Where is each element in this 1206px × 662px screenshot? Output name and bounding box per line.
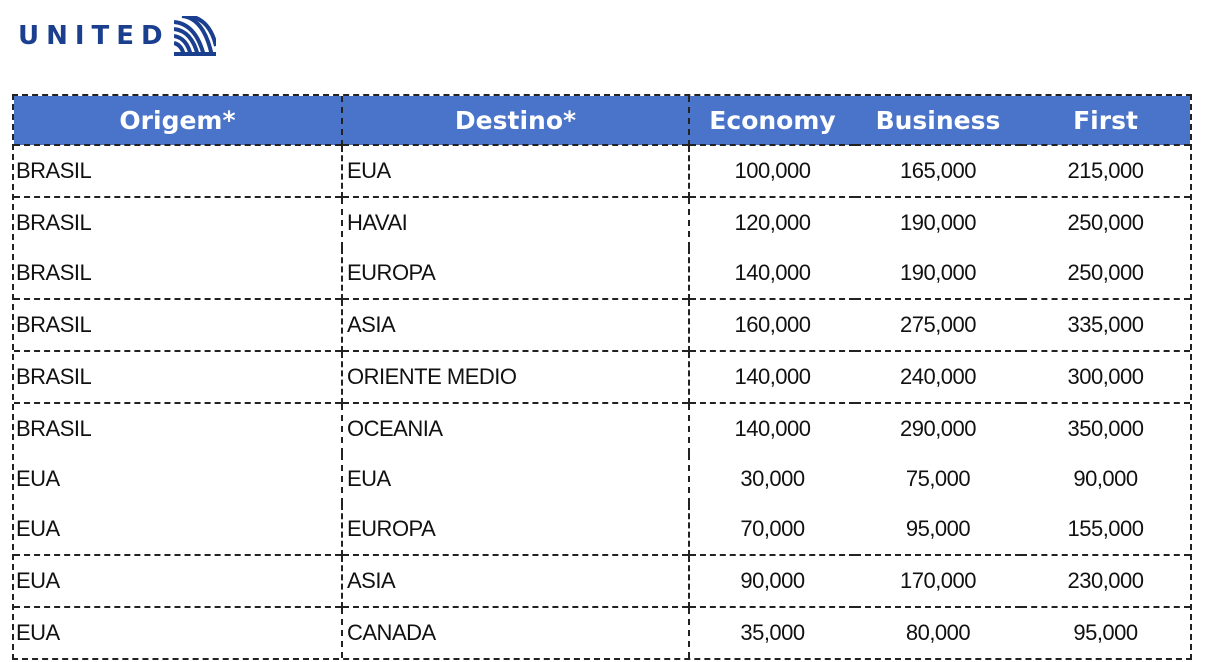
economy-cell: 70,000 [740,516,805,541]
table-row [14,145,1190,197]
destino-cell: EUA [342,145,689,197]
origem-cell: EUA [14,555,342,607]
award-chart-table [12,94,1192,660]
table-row [14,403,1190,454]
header-economy: Economy [689,96,855,145]
origem-cell: BRASIL [14,403,342,454]
destino-cell: EUA [342,454,689,504]
origem-cell: BRASIL [14,351,342,403]
business-cell: 80,000 [855,607,1021,658]
origem-cell: EUA [14,607,342,658]
first-cell: 155,000 [1067,516,1144,541]
table-header-row [14,96,1190,145]
table-row [14,504,1190,555]
first-cell: 300,000 [1021,351,1190,403]
destino-cell: HAVAI [342,197,689,248]
destino-cell: ASIA [342,299,689,351]
table-row [14,299,1190,351]
economy-cell: 140,000 [689,403,855,454]
first-cell: 350,000 [1021,403,1190,454]
business-cell: 170,000 [855,555,1021,607]
table-row [14,555,1190,607]
first-cell: 215,000 [1021,145,1190,197]
first-cell: 250,000 [1021,197,1190,248]
first-cell: 230,000 [1021,555,1190,607]
destino-cell: ASIA [342,555,689,607]
first-cell: 335,000 [1021,299,1190,351]
table-row [14,607,1190,658]
economy-cell: 120,000 [689,197,855,248]
brand-name: UNITED [18,21,170,51]
header-business: Business [855,96,1021,145]
origem-cell: BRASIL [14,145,342,197]
united-logo [18,16,216,56]
business-cell: 275,000 [855,299,1021,351]
table-row [14,248,1190,299]
economy-cell: 160,000 [689,299,855,351]
economy-cell: 140,000 [734,260,811,285]
destino-cell: CANADA [342,607,689,658]
economy-cell: 90,000 [689,555,855,607]
table-row [14,197,1190,248]
table-row [14,454,1190,504]
economy-cell: 30,000 [740,466,805,491]
business-cell: 240,000 [855,351,1021,403]
origem-cell: EUA [14,454,342,504]
origem-cell: BRASIL [14,299,342,351]
first-cell: 95,000 [1021,607,1190,658]
economy-cell: 140,000 [689,351,855,403]
header-origem: Origem* [14,96,342,145]
origem-cell: BRASIL [14,197,342,248]
business-cell: 290,000 [855,403,1021,454]
header-first: First [1021,96,1190,145]
business-cell: 165,000 [855,145,1021,197]
destino-cell: EUROPA [342,248,689,299]
first-cell: 90,000 [1073,466,1138,491]
united-globe-icon [174,16,216,56]
origem-cell: EUA [14,504,342,555]
business-cell: 190,000 [899,260,977,285]
economy-cell: 100,000 [689,145,855,197]
destino-cell: OCEANIA [342,403,689,454]
destino-cell: EUROPA [342,504,689,555]
table-row [14,351,1190,403]
origem-cell: BRASIL [14,248,342,299]
first-cell: 250,000 [1067,260,1144,285]
business-cell: 190,000 [855,197,1021,248]
business-cell: 75,000 [905,466,971,491]
economy-cell: 35,000 [689,607,855,658]
destino-cell: ORIENTE MEDIO [342,351,689,403]
business-cell: 95,000 [905,516,971,541]
header-destino: Destino* [342,96,689,145]
